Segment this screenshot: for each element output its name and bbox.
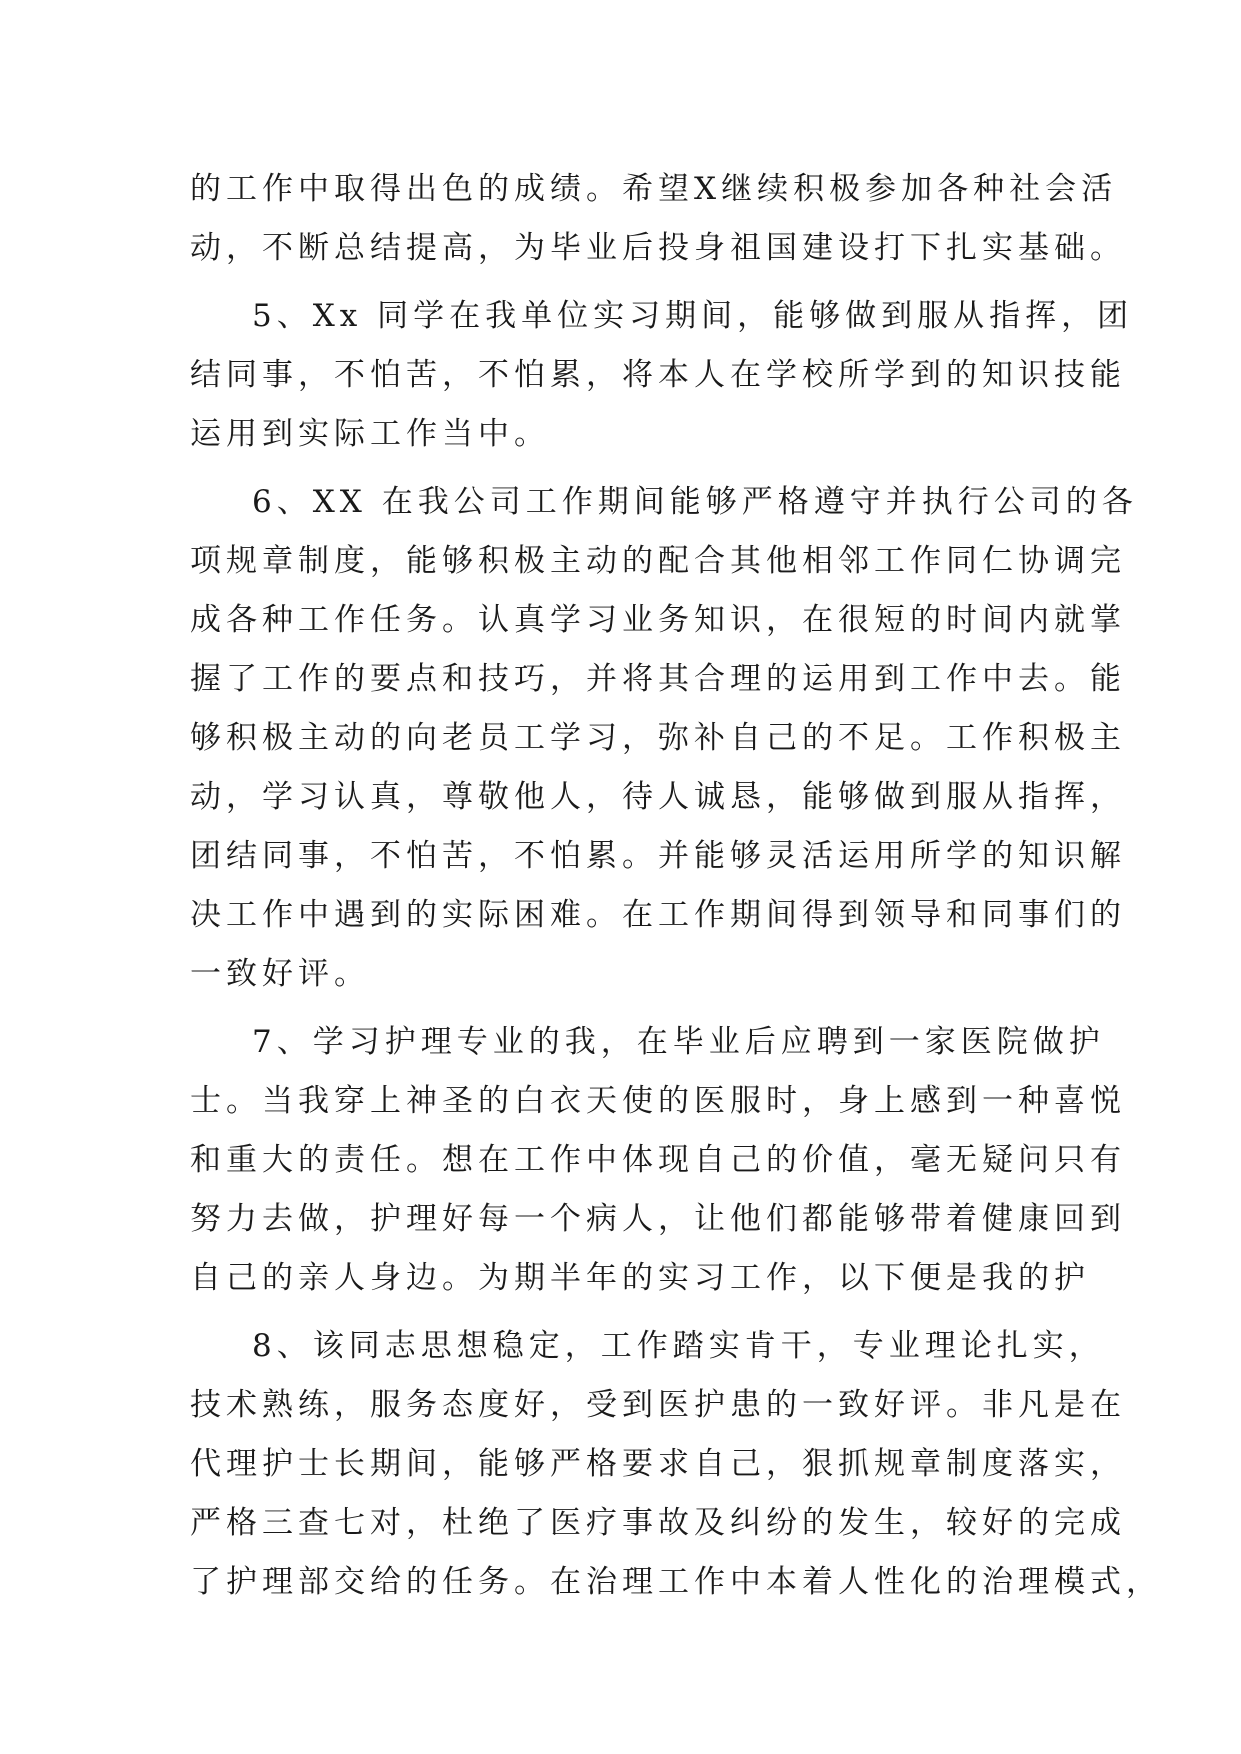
- text-line: 代理护士长期间，能够严格要求自己，狠抓规章制度落实，: [190, 1446, 1126, 1482]
- text-line: 决工作中遇到的实际困难。在工作期间得到领导和同事们的: [190, 897, 1126, 933]
- text-line: 了护理部交给的任务。在治理工作中本着人性化的治理模式，: [190, 1564, 1162, 1600]
- text-line: 运用到实际工作当中。: [190, 416, 550, 452]
- text-line: 努力去做，护理好每一个病人，让他们都能够带着健康回到: [190, 1201, 1126, 1237]
- paragraph-5: [190, 287, 1134, 464]
- text-line: 自己的亲人身边。为期半年的实习工作，以下便是我的护: [190, 1260, 1090, 1296]
- text-line: 士。当我穿上神圣的白衣天使的医服时，身上感到一种喜悦: [190, 1083, 1126, 1119]
- text-line: 够积极主动的向老员工学习，弥补自己的不足。工作积极主: [190, 720, 1126, 756]
- text-line: 团结同事，不怕苦，不怕累。并能够灵活运用所学的知识解: [190, 838, 1126, 874]
- text-line: 5、Xx 同学在我单位实习期间，能够做到服从指挥，团: [252, 298, 1134, 334]
- paragraph-continuation: [190, 160, 1126, 278]
- text-line: 一致好评。: [190, 956, 370, 992]
- text-line: 严格三查七对，杜绝了医疗事故及纠纷的发生，较好的完成: [190, 1505, 1126, 1541]
- text-line: 的工作中取得出色的成绩。希望X继续积极参加各种社会活: [190, 171, 1118, 207]
- text-line: 7、学习护理专业的我，在毕业后应聘到一家医院做护: [252, 1024, 1105, 1060]
- text-line: 6、XX 在我公司工作期间能够严格遵守并执行公司的各: [252, 484, 1138, 520]
- text-line: 8、该同志思想稳定，工作踏实肯干，专业理论扎实，: [252, 1328, 1105, 1364]
- paragraph-8: [190, 1317, 1162, 1612]
- text-line: 握了工作的要点和技巧，并将其合理的运用到工作中去。能: [190, 661, 1126, 697]
- text-line: 和重大的责任。想在工作中体现自己的价值，毫无疑问只有: [190, 1142, 1126, 1178]
- paragraph-6: [190, 473, 1138, 1004]
- document-page: [190, 160, 1162, 1612]
- paragraph-7: [190, 1013, 1126, 1308]
- text-line: 成各种工作任务。认真学习业务知识，在很短的时间内就掌: [190, 602, 1126, 638]
- text-line: 项规章制度，能够积极主动的配合其他相邻工作同仁协调完: [190, 543, 1126, 579]
- text-line: 动，学习认真，尊敬他人，待人诚恳，能够做到服从指挥，: [190, 779, 1126, 815]
- text-line: 动，不断总结提高，为毕业后投身祖国建设打下扎实基础。: [190, 230, 1126, 266]
- text-line: 技术熟练，服务态度好，受到医护患的一致好评。非凡是在: [190, 1387, 1126, 1423]
- text-line: 结同事，不怕苦，不怕累，将本人在学校所学到的知识技能: [190, 357, 1126, 393]
